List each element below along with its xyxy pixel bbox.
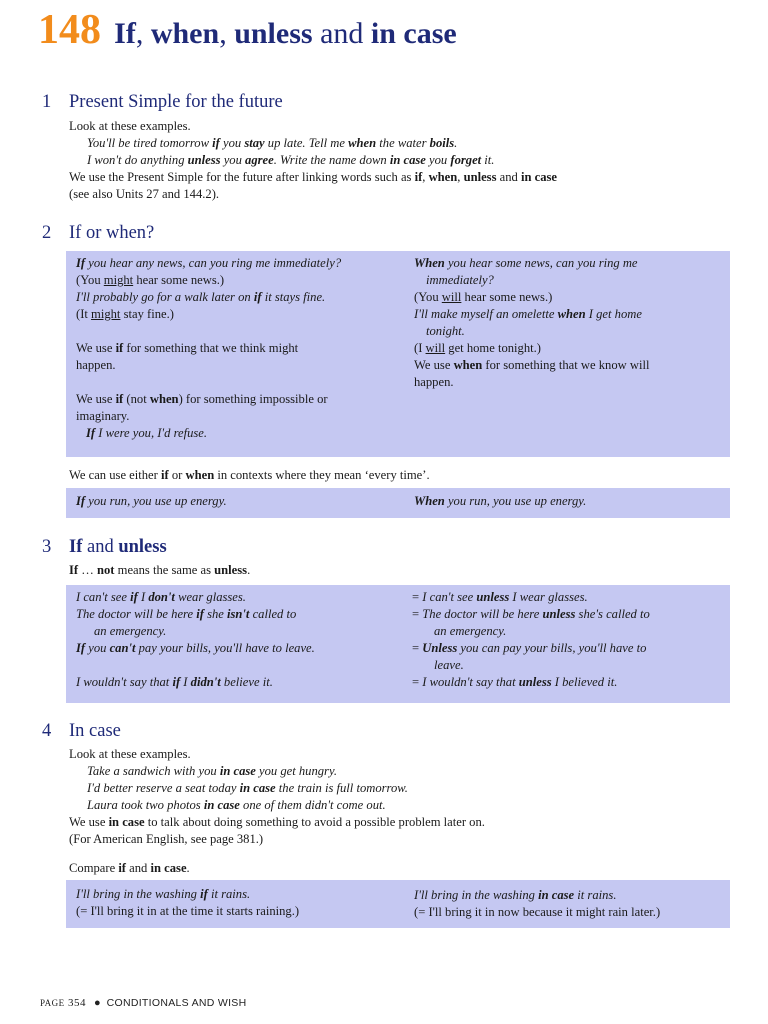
- heading-part: If or when?: [69, 223, 155, 243]
- text-run: for something that we know will: [482, 358, 650, 372]
- page-label: [40, 997, 86, 1009]
- text-line: [69, 860, 729, 877]
- section-heading-3: [42, 536, 167, 558]
- bullet-icon: ●: [93, 997, 101, 1009]
- title-part: ,: [219, 17, 235, 50]
- text-run: (It: [76, 307, 92, 321]
- text-run: I: [137, 590, 149, 604]
- text-line: [414, 904, 728, 921]
- text-run: one of them didn't come out.: [239, 798, 386, 812]
- text-run: in case: [520, 170, 557, 184]
- if-unless-example-panel: [66, 585, 730, 703]
- text-run: forget: [450, 153, 482, 167]
- text-run: (For American English, see page 381.): [69, 832, 264, 846]
- text-run: to talk about doing something to avoid a possible problem later on.: [144, 815, 485, 829]
- text-run: in contexts where they mean ‘every time’.: [214, 468, 430, 482]
- text-line: [76, 289, 406, 306]
- text-run: If: [76, 494, 86, 508]
- text-run: Laura took two photos: [87, 798, 204, 812]
- text-run: will: [441, 290, 462, 304]
- section-number: 4: [42, 721, 52, 741]
- heading-part: unless: [118, 537, 167, 557]
- text-run: in case: [108, 815, 145, 829]
- text-run: (see also Units 27 and 144.2).: [69, 187, 220, 201]
- text-run: (You: [414, 290, 442, 304]
- panel-right-column: [412, 589, 726, 691]
- text-line: [76, 589, 406, 606]
- text-run: when: [185, 468, 215, 482]
- text-run: I wouldn't say that: [422, 675, 519, 689]
- unit-header: [38, 7, 457, 53]
- text-run: if: [196, 607, 204, 621]
- text-run: …: [78, 563, 97, 577]
- compare-note: [69, 860, 729, 877]
- heading-part: and: [82, 537, 119, 557]
- text-run: unless: [463, 170, 497, 184]
- text-run: if: [161, 468, 169, 482]
- panel-right-column: [414, 887, 728, 921]
- text-run: We use the Present Simple for the future after linking words such as: [69, 170, 415, 184]
- text-run: can't: [109, 641, 136, 655]
- section-number: 2: [42, 223, 52, 243]
- section-title: Present Simple for the future: [69, 92, 283, 112]
- text-run: I'll bring in the washing: [414, 888, 539, 902]
- text-run: it rains.: [207, 887, 251, 901]
- text-run: We use: [76, 392, 116, 406]
- text-run: When: [414, 494, 445, 508]
- section-1-body: [69, 118, 729, 203]
- text-run: you run, you use up energy.: [85, 494, 227, 508]
- text-run: Take a sandwich with you: [87, 764, 220, 778]
- text-run: If: [69, 563, 79, 577]
- text-run: unless: [518, 675, 552, 689]
- text-run: I won't do anything: [87, 153, 188, 167]
- text-run: in case: [203, 798, 240, 812]
- page-number: 354: [67, 997, 86, 1009]
- text-run: imaginary.: [76, 409, 130, 423]
- every-time-note: [69, 467, 729, 484]
- text-line: [69, 763, 729, 780]
- text-run: Look at these examples.: [69, 119, 191, 133]
- text-run: I wear glasses.: [509, 590, 588, 604]
- text-line: [414, 255, 726, 272]
- text-line: [414, 340, 726, 357]
- text-run: when: [453, 358, 483, 372]
- title-part: in case: [370, 17, 457, 50]
- text-run: isn't: [227, 607, 250, 621]
- text-run: if: [130, 590, 138, 604]
- text-run: when: [428, 170, 458, 184]
- text-run: ) for something impossible or: [178, 392, 328, 406]
- text-run: (= I'll bring it in now because it might rain later.): [414, 905, 661, 919]
- text-run: pay your bills, you'll have to leave.: [135, 641, 315, 655]
- section-title: [69, 537, 167, 557]
- text-line: [69, 562, 729, 579]
- title-part: unless: [234, 17, 313, 50]
- text-line: [412, 623, 726, 640]
- section-heading-1: [42, 91, 283, 113]
- spacer: [76, 374, 406, 391]
- text-run: if: [115, 392, 124, 406]
- panel-right-column: [414, 493, 726, 510]
- text-run: We use: [69, 815, 109, 829]
- text-run: I can't see: [422, 590, 477, 604]
- text-line: [412, 657, 726, 674]
- text-run: Look at these examples.: [69, 747, 191, 761]
- heading-part: In case: [69, 721, 121, 741]
- section-heading-2: [42, 222, 154, 244]
- text-run: boils: [429, 136, 455, 150]
- text-line: [76, 306, 406, 323]
- text-line: [412, 674, 726, 691]
- text-run: I'd better reserve a seat today: [87, 781, 240, 795]
- text-run: I get home: [585, 307, 642, 321]
- text-run: .: [454, 136, 458, 150]
- section-number: 3: [42, 537, 52, 557]
- text-run: will: [425, 341, 446, 355]
- text-run: unless: [542, 607, 576, 621]
- text-run: We use: [414, 358, 454, 372]
- text-line: [412, 640, 726, 657]
- text-line: [414, 887, 728, 904]
- text-line: [69, 797, 729, 814]
- if-when-example-panel: [66, 251, 730, 457]
- panel-left-column: [76, 589, 406, 691]
- text-line: [76, 408, 406, 425]
- panel-left-column: [76, 255, 406, 442]
- text-run: and: [126, 861, 151, 875]
- text-run: I'll probably go for a walk later on: [76, 290, 254, 304]
- text-run: I: [180, 675, 191, 689]
- text-line: [76, 255, 406, 272]
- text-run: =: [412, 590, 423, 604]
- text-run: (I: [414, 341, 426, 355]
- text-run: you: [425, 153, 451, 167]
- text-run: if: [414, 170, 423, 184]
- text-run: happen.: [414, 375, 454, 389]
- text-run: you: [220, 153, 246, 167]
- text-run: Compare: [69, 861, 119, 875]
- text-line: [69, 169, 729, 186]
- text-run: you run, you use up energy.: [444, 494, 587, 508]
- title-part: ,: [135, 17, 151, 50]
- text-run: means the same as: [114, 563, 215, 577]
- text-line: [414, 289, 726, 306]
- text-run: if: [253, 290, 262, 304]
- text-run: hear some news.): [461, 290, 553, 304]
- text-run: if: [115, 341, 124, 355]
- text-run: happen.: [76, 358, 116, 372]
- text-line: [76, 340, 406, 357]
- text-line: [69, 814, 729, 831]
- text-run: it.: [481, 153, 495, 167]
- text-run: (You: [76, 273, 104, 287]
- text-run: =: [412, 607, 423, 621]
- text-line: [414, 357, 726, 374]
- text-run: you can pay your bills, you'll have to: [457, 641, 647, 655]
- text-run: If: [76, 256, 86, 270]
- text-run: didn't: [190, 675, 221, 689]
- text-line: [76, 674, 406, 691]
- text-run: get home tonight.): [445, 341, 541, 355]
- text-line: [69, 118, 729, 135]
- text-run: unless: [476, 590, 510, 604]
- text-run: unless: [214, 563, 248, 577]
- text-run: If: [86, 426, 96, 440]
- text-run: Unless: [422, 641, 458, 655]
- spacer: [76, 657, 406, 674]
- every-time-example-panel: [66, 488, 730, 518]
- text-run: I were you, I'd refuse.: [95, 426, 208, 440]
- text-line: [76, 640, 406, 657]
- text-run: When: [414, 256, 445, 270]
- text-run: believe it.: [220, 675, 273, 689]
- section-number: 1: [42, 92, 52, 112]
- text-line: [69, 135, 729, 152]
- text-run: We can use either: [69, 468, 161, 482]
- text-run: I'll make myself an omelette: [414, 307, 558, 321]
- section-heading-4: [42, 720, 121, 742]
- text-run: in case: [150, 861, 187, 875]
- text-run: agree: [245, 153, 274, 167]
- page-footer: [40, 995, 247, 1012]
- title-part: when: [150, 17, 220, 50]
- text-line: [414, 272, 726, 289]
- text-run: immediately?: [426, 273, 494, 287]
- in-case-example-panel: [66, 880, 730, 928]
- text-run: up late. Tell me: [264, 136, 349, 150]
- text-run: ,: [422, 170, 429, 184]
- text-run: in case: [239, 781, 276, 795]
- text-run: The doctor will be here: [422, 607, 543, 621]
- text-run: You'll be tired tomorrow: [87, 136, 213, 150]
- text-run: (not: [123, 392, 150, 406]
- text-run: when: [348, 136, 377, 150]
- text-run: I can't see: [76, 590, 131, 604]
- text-run: in case: [538, 888, 575, 902]
- text-run: or: [168, 468, 186, 482]
- text-run: don't: [148, 590, 175, 604]
- text-run: ,: [457, 170, 464, 184]
- text-line: [414, 374, 726, 391]
- text-line: [69, 780, 729, 797]
- text-line: [69, 746, 729, 763]
- text-run: she: [203, 607, 228, 621]
- text-run: the train is full tomorrow.: [275, 781, 408, 795]
- unit-title: [114, 17, 457, 50]
- text-run: stay: [244, 136, 265, 150]
- text-run: it rains.: [574, 888, 617, 902]
- text-run: and: [496, 170, 521, 184]
- spacer: [76, 323, 406, 340]
- panel-left-column: [76, 493, 406, 510]
- text-run: if: [172, 675, 181, 689]
- text-run: .: [247, 563, 251, 577]
- unit-number: 148: [38, 7, 101, 53]
- text-run: the water: [376, 136, 430, 150]
- text-run: for something that we think might: [123, 341, 299, 355]
- text-run: The doctor will be here: [76, 607, 197, 621]
- text-run: when: [149, 392, 179, 406]
- text-line: [414, 493, 726, 510]
- text-run: in case: [389, 153, 426, 167]
- text-line: [414, 306, 726, 323]
- text-line: [69, 467, 729, 484]
- text-run: you: [219, 136, 245, 150]
- text-line: [76, 425, 406, 442]
- text-line: [76, 493, 406, 510]
- text-run: it stays fine.: [261, 290, 326, 304]
- text-run: stay fine.): [120, 307, 174, 321]
- text-line: [414, 323, 726, 340]
- text-run: might: [91, 307, 121, 321]
- text-run: tonight.: [426, 324, 465, 338]
- text-line: [76, 903, 406, 920]
- text-run: if: [212, 136, 220, 150]
- text-line: [76, 606, 406, 623]
- page-word: PAGE: [40, 998, 65, 1008]
- text-line: [69, 186, 729, 203]
- text-run: .: [186, 861, 190, 875]
- text-line: [412, 606, 726, 623]
- section-title: [69, 721, 121, 741]
- text-run: might: [103, 273, 134, 287]
- text-run: you hear any news, can you ring me immediately?: [85, 256, 342, 270]
- text-run: I wouldn't say that: [76, 675, 173, 689]
- text-run: If: [76, 641, 86, 655]
- text-line: [412, 589, 726, 606]
- text-line: [76, 357, 406, 374]
- text-line: [76, 391, 406, 408]
- text-run: hear some news.): [133, 273, 225, 287]
- text-run: unless: [187, 153, 221, 167]
- panel-right-column: [414, 255, 726, 391]
- text-line: [76, 886, 406, 903]
- text-run: if: [200, 887, 208, 901]
- text-run: (= I'll bring it in at the time it starts raining.): [76, 904, 300, 918]
- text-run: I'll bring in the washing: [76, 887, 201, 901]
- text-run: not: [97, 563, 115, 577]
- text-run: if: [118, 861, 127, 875]
- text-run: . Write the name down: [273, 153, 390, 167]
- text-run: when: [557, 307, 586, 321]
- chapter-name: CONDITIONALS AND WISH: [106, 997, 247, 1009]
- text-run: she's called to: [575, 607, 650, 621]
- text-line: [69, 831, 729, 848]
- text-run: you get hungry.: [255, 764, 338, 778]
- text-line: [76, 623, 406, 640]
- text-line: [69, 152, 729, 169]
- panel-left-column: [76, 886, 406, 920]
- text-line: [76, 272, 406, 289]
- title-part: If: [114, 17, 136, 50]
- text-run: you: [85, 641, 110, 655]
- text-run: leave.: [434, 658, 464, 672]
- section-4-body: [69, 746, 729, 848]
- text-run: =: [412, 675, 423, 689]
- text-run: We use: [76, 341, 116, 355]
- section-title: [69, 223, 154, 243]
- text-run: an emergency.: [434, 624, 507, 638]
- text-run: called to: [249, 607, 297, 621]
- text-run: wear glasses.: [174, 590, 246, 604]
- text-run: I believed it.: [551, 675, 618, 689]
- text-run: an emergency.: [94, 624, 167, 638]
- if-unless-intro: [69, 562, 729, 579]
- heading-part: If: [69, 537, 83, 557]
- title-part: and: [312, 17, 371, 50]
- text-run: in case: [219, 764, 256, 778]
- text-run: =: [412, 641, 423, 655]
- text-run: you hear some news, can you ring me: [444, 256, 638, 270]
